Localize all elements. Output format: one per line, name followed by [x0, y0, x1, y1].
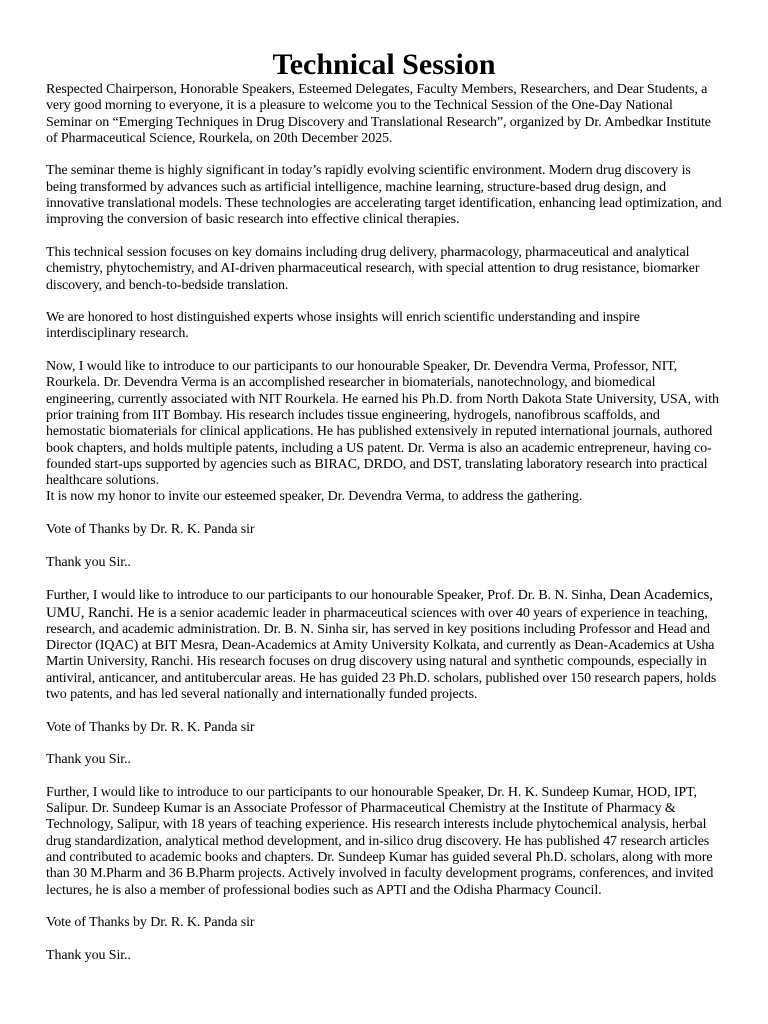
welcome-paragraph: Respected Chairperson, Honorable Speakers, Esteemed Delegates, Faculty Members, Researchers, and Dear Students, a very good morning to everyone, it is a pleasure to welcome you to the Technical Session of the One-Day National Seminar on “Emerging Techniques in Drug Discovery and Translational Research”, organized by Dr. Ambedkar Institute of Pharmaceutical Science, Rourkela, on 20th December 2025.: [46, 82, 711, 146]
speaker-verma-paragraph: Now, I would like to introduce to our participants to our honourable Speaker, Dr. Devendra Verma, Professor, NIT, Rourkela. Dr. Devendra Verma is an accomplished researcher in biomaterials, nanotechnology, and biomedical engineering, currently associated with NIT Rourkela. He earned his Ph.D. from North Dakota State University, USA, with prior training from IIT Bombay. His research includes tissue engineering, hydrogels, nanofibrous scaffolds, and hemostatic biomaterials for clinical applications. He has published extensively in reputed international journals, authored book chapters, and holds multiple patents, including a US patent. Dr. Verma is also an academic entrepreneur, having co-founded start-ups supported by agencies such as BIRAC, DRDO, and DST, translating laboratory research into practical healthcare solutions.: [46, 359, 719, 489]
thank-you-2: Thank you Sir..: [46, 752, 131, 768]
session-focus-paragraph: This technical session focuses on key domains including drug delivery, pharmacology, pharmaceutical and analytical chemistry, phytochemistry, and AI-driven pharmaceutical research, with special attention to drug resistance, biomarker discovery, and bench-to-bedside translation.: [46, 244, 700, 293]
vote-of-thanks-2: Vote of Thanks by Dr. R. K. Panda sir: [46, 719, 255, 735]
thank-you-1: Thank you Sir..: [46, 554, 131, 570]
speaker-kumar-paragraph: Further, I would like to introduce to our participants to our honourable Speaker, Dr. H. K. Sundeep Kumar, HOD, IPT, Salipur. Dr. Sundeep Kumar is an Associate Professor of Pharmaceutical Chemistry at the Institute of Pharmacy & Technology, Salipur, with 18 years of teaching experience. His research interests include phytochemical analysis, herbal drug standardization, analytical method development, and in-silico drug discovery. He has published 47 research articles and contributed to academic books and chapters. Dr. Sundeep Kumar has guided several Ph.D. scholars, along with more than 30 M.Pharm and 36 B.Pharm projects. Actively involved in faculty development programs, conferences, and invited lectures, he is also a member of professional bodies such as APTI and the Odisha Pharmacy Council.: [46, 784, 714, 898]
experts-paragraph: We are honored to host distinguished experts whose insights will enrich scientific understanding and inspire interdisciplinary research.: [46, 310, 640, 342]
vote-of-thanks-3: Vote of Thanks by Dr. R. K. Panda sir: [46, 915, 255, 931]
sinha-intro-text: Further, I would like to introduce to our participants to our honourable Speaker, Prof. Dr. B. N. Sinha,: [46, 588, 610, 604]
speaker-sinha-paragraph: [46, 587, 722, 703]
vote-of-thanks-1: Vote of Thanks by Dr. R. K. Panda sir: [46, 522, 255, 538]
thank-you-3: Thank you Sir..: [46, 947, 131, 963]
sinha-designation-text: Dean Academics, UMU, Ranchi. He: [46, 587, 713, 621]
page-title: Technical Session: [272, 48, 496, 81]
sinha-bio-text: is a senior academic leader in pharmaceutical sciences with over 40 years of experience in teaching, research, and academic administration. Dr. B. N. Sinha sir, has served in key positions including Professor and Head and Director (IQAC) at BIT Mesra, Dean-Academics at Amity University Kolkata, and currently as Dean-Academics at Usha Martin University, Ranchi. His research focuses on drug discovery using natural and synthetic compounds, especially in antiviral, anticancer, and antitubercular areas. He has guided 23 Ph.D. scholars, published over 150 research papers, holds two patents, and has led several nationally and internationally funded projects.: [46, 605, 717, 702]
theme-paragraph: The seminar theme is highly significant in today’s rapidly evolving scientific environment. Modern drug discovery is being transformed by advances such as artificial intelligence, machine learning, structure-based drug design, and innovative translational models. These technologies are accelerating target identification, enhancing lead optimization, and improving the conversion of basic research into effective clinical therapies.: [46, 163, 722, 228]
invite-verma-paragraph: It is now my honor to invite our esteemed speaker, Dr. Devendra Verma, to address the gathering.: [46, 489, 583, 505]
